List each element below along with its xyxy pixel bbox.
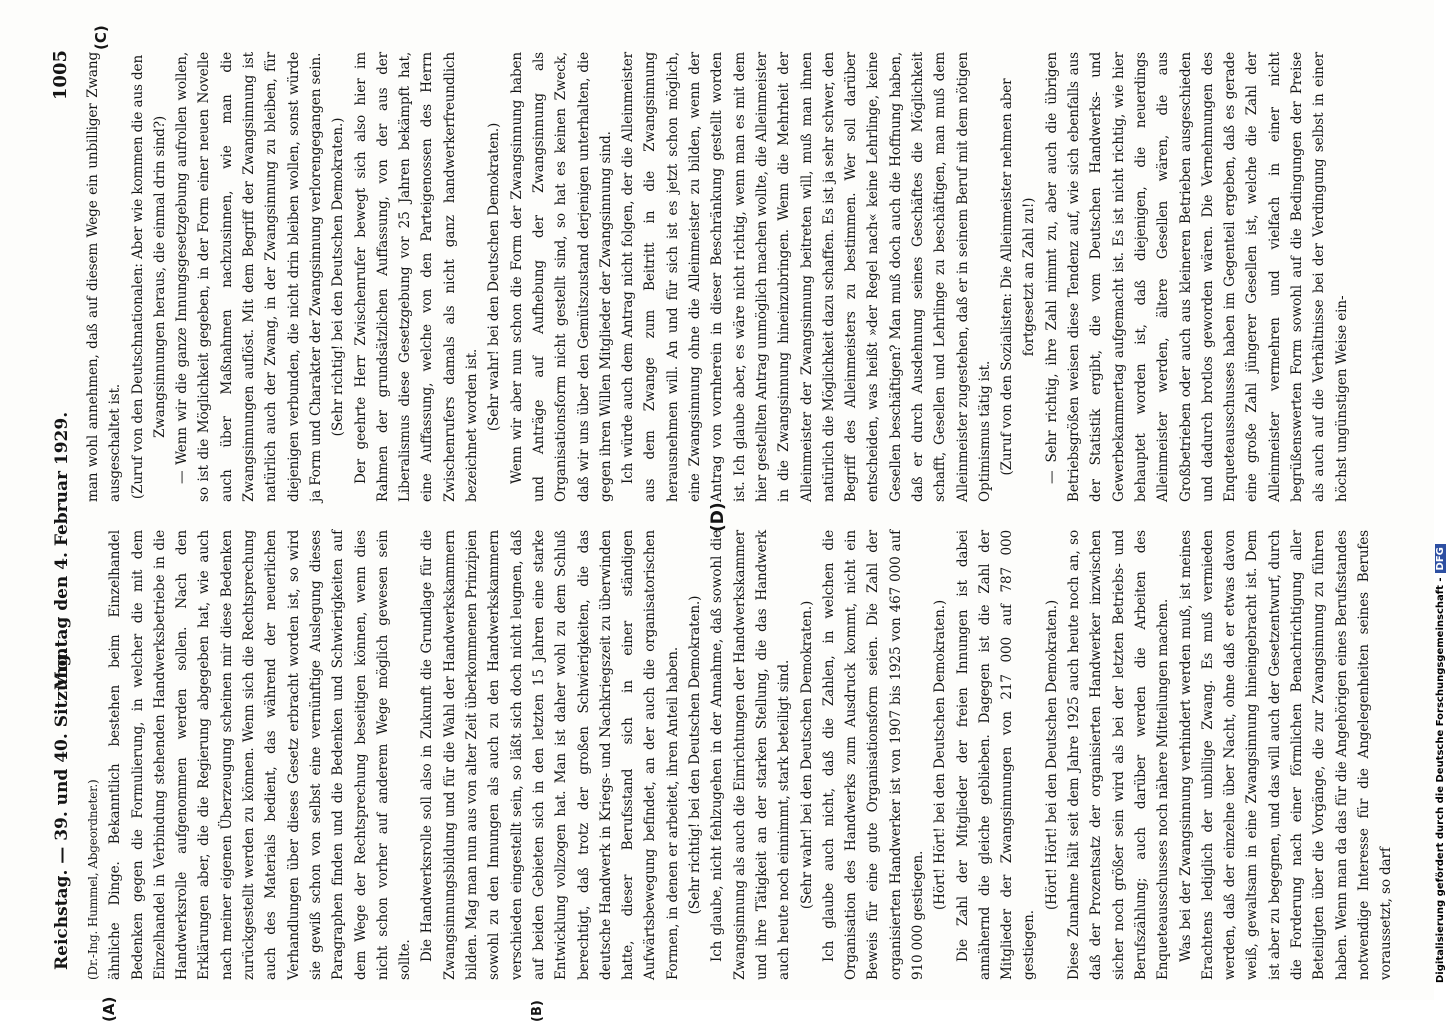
interjection: (Hört! Hört! bei den Deutschen Demokraten.) [932,599,949,911]
paragraph: Ich würde auch dem Antrag nicht folgen, der die Alleinmeister aus dem Zwange zum Beitritt in die Zwangsinnung herausnehmen will. An und für sich ist es jetzt schon möglich, eine Zwangsinnung ohne die Alleinmeister zu bilden, wenn der Antrag von vornherein in dieser Beschränkung gestellt worden ist. Ich glaube aber, es wäre nicht richtig, wenn man es mit dem hier gestellten Antrag unmöglich machen wollte, die Alleinmeister in die Zwangsinnung hineinzubringen. Wenn die Mehrheit der Alleinmeister der Zwangsinnung beitreten will, muß man ihnen natürlich die Möglichkeit dazu schaffen. Es ist ja sehr schwer, den Begriff des Alleinmeisters zu bestimmen. Wer soll darüber entscheiden, was heißt »der Regel nach« keine Lehrlinge, keine Gesellen beschäftigen? Man muß doch auch die Hoffnung haben, daß er durch Ausdehnung seines Geschäftes die Möglichkeit schafft, Gesellen und Lehrlinge zu beschäftigen, man muß dem Alleinmeister zugestehen, daß er in seinem Beruf mit dem nötigen Optimismus tätig ist. [620,52,993,502]
text-column-right [82,52,1402,502]
paragraph: — Wenn wir die ganze Innungsgesetzgebung aufrollen wollen, so ist die Möglichkeit gegeben, in der Form einer neuen Novelle auch über Maßnahmen nachzusinnen, wie man die Zwangsinnungen auflöst. Mit dem Begriff der Zwangsinnung ist natürlich auch der Zwang, in der Zwangsinnung zu bleiben, für diejenigen verbunden, die nicht drin bleiben wollen, sonst würde ja Form und Charakter der Zwangsinnung verlorengegangen sein. [174,52,324,502]
header-date: Montag den 4. Februar 1929. [52,411,72,690]
paragraph: man wohl annehmen, daß auf diesem Wege ein unbilliger Zwang ausgeschaltet ist. [85,52,124,502]
interjection: (Hört! Hört! bei den Deutschen Demokraten.) [1043,599,1060,911]
margin-marker-b: (B) [530,1000,545,1022]
text-column-left [82,530,1402,980]
interjection: (Zuruf von den Sozialisten: Die Alleinmeister nehmen aber fortgesetzt an Zahl zu!) [999,78,1038,476]
paragraph: Die Zahl der Mitglieder der freien Innungen ist dabei annähernd die gleiche geblieben. Dagegen ist die Zahl der Mitglieder der Zwangsinnungen von 217 000 auf 787 000 gestiegen. [954,530,1038,980]
page-number: 1005 [50,50,71,101]
paragraph: Diese Zunahme hält seit dem Jahre 1925 auch heute noch an, so daß der Prozentsatz der organisierten Handwerker inzwischen sicher noch größer sein wird als bei der letzten Betriebs- und Berufszählung; auch darüber werden die Arbeiten des Enqueteausschusses noch nähere Mitteilungen machen. [1066,530,1172,980]
interjection: (Sehr richtig! bei den Deutschen Demokraten.) [687,595,704,915]
paragraph: Die Handwerksrolle soll also in Zukunft die Grundlage für die Zwangsinnungsbildung und für die Wahl der Handwerkskammern bilden. Mag man nun aus von alter Zeit überkommenen Prinzipien sowohl zu den Innungen als auch zu den Handwerkskammern verschieden eingestellt sein, so läßt sich doch nicht leugnen, daß auf beiden Gebieten sich in den letzten 15 Jahren eine starke Entwicklung vollzogen hat. Man ist daher wohl zu dem Schluß berechtigt, daß trotz der großen Schwierigkeiten, die das deutsche Handwerk in Kriegs- und Nachkriegszeit zu überwinden hatte, dieser Berufsstand sich in einer ständigen Aufwärtsbewegung befindet, an der auch die organisatorischen Formen, in denen er arbeitet, ihren Anteil haben. [419,530,681,980]
rotated-page-content [40,25,1410,1022]
paragraph: Wenn wir aber nun schon die Form der Zwangsinnung haben und Anträge auf Aufhebung der Zwangsinnung als Organisationsform nicht gestellt sind, so hat es keinen Zweck, daß wir uns über den Gemütszustand derjenigen unterhalten, die gegen ihren Willen Mitglieder der Zwangsinnung sind. [508,52,614,502]
running-header [40,30,82,990]
interjection: (Sehr richtig! bei den Deutschen Demokraten.) [330,117,347,437]
paragraph: Ich glaube auch nicht, daß die Zahlen, in welchen die Organisation des Handwerks zum Ausdruck kommt, nicht ein Beweis für eine gute Organisationsform seien. Die Zahl der organisierten Handwerker ist von 1907 bis 1925 von 467 000 auf 910 000 gestiegen. [820,530,926,980]
paragraph: Ich glaube, nicht fehlzugehen in der Annahme, daß sowohl die Zwangsinnung als auch die Einrichtungen der Handwerkskammer und ihre Tätigkeit an der starken Stellung, die das Handwerk auch heute noch einnimmt, stark beteiligt sind. [709,530,793,980]
paragraph: Der geehrte Herr Zwischenrufer bewegt sich also hier im Rahmen der grundsätzlichen Auffassung, von der aus der Liberalismus diese Gesetzgebung vor 25 Jahren bekämpft hat, eine Auffassung, welche von den Parteigenossen des Herrn Zwischenrufers damals als nicht ganz handwerkerfreundlich bezeichnet worden ist. [352,52,481,502]
interjection: (Sehr wahr! bei den Deutschen Demokraten.) [798,600,815,910]
digitization-credit [1411,8,1446,988]
dfg-logo: DFG [1435,544,1446,573]
interjection: (Sehr wahr! bei den Deutschen Demokraten.) [486,122,503,432]
margin-marker-d: (D) [708,502,728,532]
interjection: (Zuruf von den Deutschnationalen: Aber wie kommen die aus den Zwangsinnungen heraus, die einmal drin sind?) [129,54,168,500]
paragraph: (Dr.-Ing. Hummel, Abgeordneter.) [86,779,100,980]
paragraph: ähnliche Dinge. Bekanntlich bestehen beim Einzelhandel Bedenken gegen die Formulierung, in welcher die mit dem Einzelhandel in Verbindung stehenden Handwerksbetriebe in die Handwerksrolle aufgenommen werden sollen. Nach den Erklärungen aber, die die Regierung abgegeben hat, wie auch nach meiner eigenen Überzeugung scheinen mir diese Bedenken zurückgestellt werden zu können. Wenn sich die Rechtsprechung auch des Materials bedient, das während der neuerlichen Verhandlungen über dieses Gesetz erbracht worden ist, so wird sie gewiß schon von selbst eine vernünftige Auslegung dieses Paragraphen finden und die Bedenken und Schwierigkeiten auf dem Wege der Rechtsprechung beseitigen können, wenn dies nicht schon vorher auf anderem Wege möglich gewesen sein sollte. [107,530,414,980]
paragraph: Was bei der Zwangsinnung verhindert werden muß, ist meines Erachtens lediglich der unbillige Zwang. Es muß vermieden werden, daß der einzelne über Nacht, ohne daß er etwas davon weiß, gewaltsam in eine Zwangsinnung hineingebracht ist. Dem ist aber zu begegnen, und das will auch der Gesetzentwurf, durch die Forderung nach einer förmlichen Benachrichtigung aller Beteiligten über die Vorgänge, die zur Zwangsinnung zu führen haben. Wenn man da das für die Angehörigen eines Berufsstandes notwendige Interesse für die Angelegenheiten seines Berufes voraussetzt, so darf [1177,530,1395,980]
margin-marker-a: (A) [100,996,118,1022]
credit-text: Digitalisierung gefördert durch die Deutsche Forschungsgemeinschaft - [1435,577,1446,983]
paragraph: — Sehr richtig, ihre Zahl nimmt zu, aber auch die übrigen Betriebsgrößen weisen diese Tendenz auf, wie sich ebenfalls aus der Statistik ergibt, die vom Deutschen Handwerks- und Gewerbekammertag aufgemacht ist. Es ist nicht richtig, wie hier behauptet worden ist, daß diejenigen, die neuerdings Alleinmeister werden, ältere Gesellen wären, die aus Großbetrieben oder auch aus kleineren Betrieben ausgeschieden und dadurch brotlos geworden wären. Die Vernehmungen des Enqueteausschusses haben im Gegenteil ergeben, daß es gerade eine große Zahl jüngerer Gesellen ist, welche die Zahl der Alleinmeister vermehren und vielfach in einer nicht begrüßenswerten Form sowohl auf die Bedingungen der Preise als auch auf die Verhältnisse bei der Verdingung selbst in einer höchst ungünstigen Weise ein- [1043,52,1350,502]
header-left: Reichstag. — 39. und 40. Sitzung. [52,648,72,970]
margin-marker-c: (C) [92,25,110,50]
